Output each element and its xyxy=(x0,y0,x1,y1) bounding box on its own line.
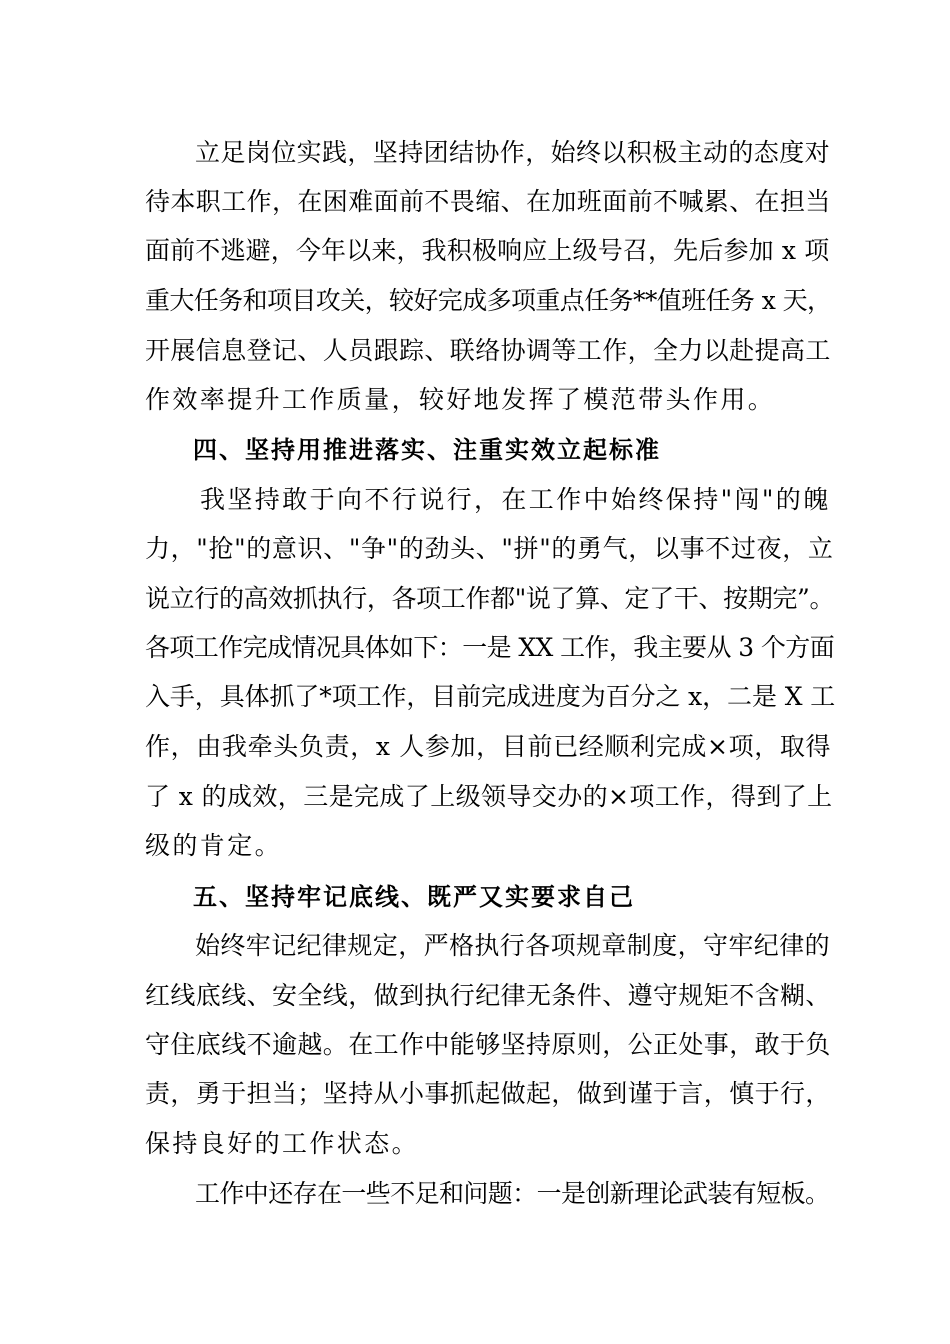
paragraph-line: 级的肯定。 xyxy=(145,831,283,860)
paragraph-line: 作，由我牵头负责，x 人参加，目前已经顺利完成×项，取得 xyxy=(145,732,832,761)
paragraph-line: 我坚持敢于向不行说行，在工作中始终保持"闯"的魄 xyxy=(200,485,831,514)
section-heading-5: 五、坚持牢记底线、既严又实要求自己 xyxy=(193,882,635,911)
paragraph-line: 保持良好的工作状态。 xyxy=(145,1129,420,1158)
paragraph-line: 待本职工作，在困难面前不畏缩、在加班面前不喊累、在担当 xyxy=(145,187,831,216)
section-heading-4: 四、坚持用推进落实、注重实效立起标准 xyxy=(193,435,661,464)
paragraph-line: 说立行的高效抓执行，各项工作都"说了算、定了干、按期完”。 xyxy=(145,584,835,613)
paragraph-line: 重大任务和项目攻关，较好完成多项重点任务**值班任务 x 天， xyxy=(145,286,832,315)
paragraph-line: 开展信息登记、人员跟踪、联络协调等工作，全力以赴提高工 xyxy=(145,336,831,365)
paragraph-line: 红线底线、安全线，做到执行纪律无条件、遵守规矩不含糊、 xyxy=(145,981,831,1010)
paragraph-line: 责，勇于担当；坚持从小事抓起做起，做到谨于言，慎于行， xyxy=(145,1079,831,1108)
paragraph-line: 入手，具体抓了*项工作，目前完成进度为百分之 x，二是 X 工 xyxy=(145,682,836,711)
paragraph-line: 了 x 的成效，三是完成了上级领导交办的×项工作，得到了上 xyxy=(145,782,833,811)
paragraph-line: 各项工作完成情况具体如下：一是 XX 工作，我主要从 3 个方面 xyxy=(145,633,835,662)
paragraph-line: 始终牢记纪律规定，严格执行各项规章制度，守牢纪律的 xyxy=(195,931,831,960)
paragraph-line: 立足岗位实践，坚持团结协作，始终以积极主动的态度对 xyxy=(195,138,831,167)
paragraph-line: 工作中还存在一些不足和问题：一是创新理论武装有短板。 xyxy=(195,1179,830,1208)
paragraph-line: 作效率提升工作质量，较好地发挥了模范带头作用。 xyxy=(145,385,776,414)
paragraph-line: 面前不逃避，今年以来，我积极响应上级号召，先后参加 x 项 xyxy=(145,236,830,265)
paragraph-line: 力，"抢"的意识、"争"的劲头、"拼"的勇气，以事不过夜，立 xyxy=(145,534,834,563)
paragraph-line: 守住底线不逾越。在工作中能够坚持原则，公正处事，敢于负 xyxy=(145,1030,831,1059)
